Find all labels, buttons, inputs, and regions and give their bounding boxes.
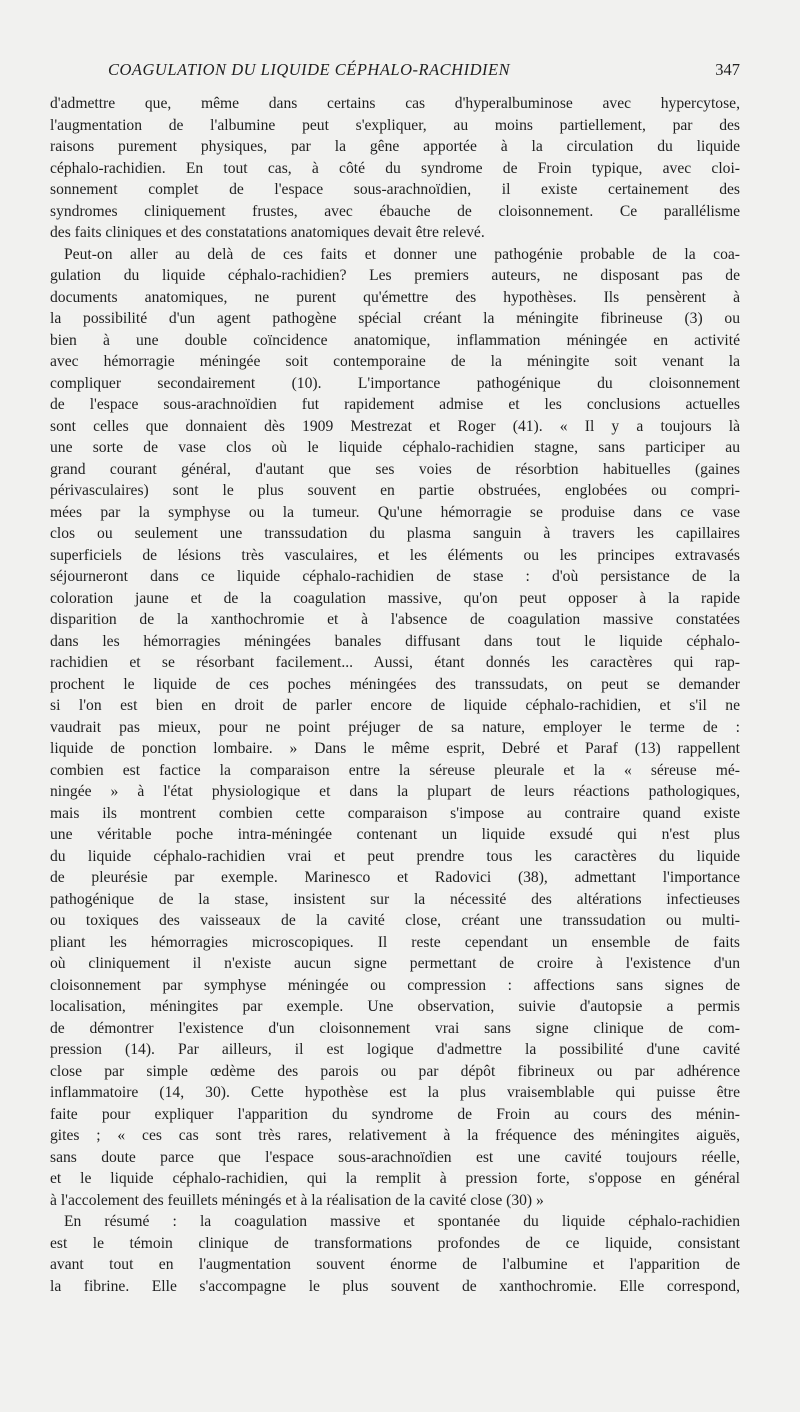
text-line: de pleurésie par exemple. Marinesco et Radovici (38), admettant l'importance <box>50 869 740 886</box>
text-line: disparition de la xanthochromie et à l'absence de coagulation massive constatées <box>50 611 740 628</box>
text-line: est le témoin clinique de transformations profondes de ce liquide, consistant <box>50 1234 740 1252</box>
text-line: sont celles que donnaient dès 1909 Mestrezat et Roger (41). « Il y a toujours là <box>50 417 740 435</box>
text-line: si l'on est bien en droit de parler encore de liquide céphalo-rachidien, et s'il ne <box>50 697 740 714</box>
text-line: mais ils montrent combien cette comparaison s'impose au contraire quand existe <box>50 804 740 822</box>
text-line: à l'accolement des feuillets méningés et à la réalisation de la cavité close (30) » <box>50 1191 544 1209</box>
text-line: combien est factice la comparaison entre la séreuse pleurale et la « séreuse mé- <box>50 761 740 779</box>
text-line: grand courant général, d'autant que ses voies de résorbtion habituelles (gaines <box>50 460 740 478</box>
text-line: prochent le liquide de ces poches méningées des transsudats, on peut se demander <box>50 675 740 693</box>
text-line: dans les hémorragies méningées banales diffusant dans tout le liquide céphalo- <box>50 632 740 650</box>
text-line: la fibrine. Elle s'accompagne le plus souvent de xanthochromie. Elle correspond, <box>50 1277 740 1295</box>
running-title: COAGULATION DU LIQUIDE CÉPHALO-RACHIDIEN <box>108 60 511 79</box>
text-line: syndromes cliniquement frustes, avec ébauche de cloisonnement. Ce parallélisme <box>50 202 740 220</box>
text-line: gites ; « ces cas sont très rares, relativement à la fréquence des méningites aiguës, <box>50 1127 740 1144</box>
text-line: une sorte de vase clos où le liquide céphalo-rachidien stagne, sans participer au <box>50 439 740 456</box>
text-line: bien à une double coïncidence anatomique, inflammation méningée en activité <box>50 331 740 349</box>
text-line: et le liquide céphalo-rachidien, qui la remplit à pression forte, s'oppose en général <box>50 1170 740 1187</box>
text-line: céphalo-rachidien. En tout cas, à côté du syndrome de Froin typique, avec cloi- <box>50 159 740 177</box>
text-line: la possibilité d'un agent pathogène spécial créant la méningite fibrineuse (3) ou <box>50 310 740 327</box>
text-line: pathogénique de la stase, insistent sur la nécessité des altérations infectieuses <box>50 890 740 908</box>
text-line: vaudrait pas mieux, pour ne point préjuger de sa nature, employer le terme de : <box>50 718 740 736</box>
text-line: superficiels de lésions très vasculaires, et les éléments ou les principes extravasés <box>50 546 740 564</box>
text-line: du liquide céphalo-rachidien vrai et peut prendre tous les caractères du liquide <box>50 847 740 865</box>
text-line: Peut-on aller au delà de ces faits et donner une pathogénie probable de la coa- <box>64 245 740 263</box>
page-number: 347 <box>715 60 740 79</box>
text-line: sans doute parce que l'espace sous-arachnoïdien est une cavité toujours réelle, <box>50 1148 740 1166</box>
text-line: avant tout en l'augmentation souvent énorme de l'albumine et l'apparition de <box>50 1256 740 1273</box>
text-line: avec hémorragie méningée soit contemporaine de la méningite soit venant la <box>50 353 740 370</box>
text-line: documents anatomiques, ne purent qu'émettre des hypothèses. Ils pensèrent à <box>50 288 740 306</box>
text-line: ou toxiques des vaisseaux de la cavité close, créant une transsudation ou multi- <box>50 912 740 929</box>
text-line: gulation du liquide céphalo-rachidien? Les premiers auteurs, ne disposant pas de <box>50 267 740 284</box>
text-line: pression (14). Par ailleurs, il est logique d'admettre la possibilité d'une cavité <box>50 1041 740 1058</box>
text-line: des faits cliniques et des constatations anatomiques devait être relevé. <box>50 224 485 241</box>
text-line: localisation, méningites par exemple. Une observation, suivie d'autopsie a permis <box>50 998 740 1015</box>
text-line: une véritable poche intra-méningée contenant un liquide exsudé qui n'est plus <box>50 826 740 843</box>
text-line: close par simple œdème des parois ou par dépôt fibrineux ou par adhérence <box>50 1062 740 1080</box>
text-line: inflammatoire (14, 30). Cette hypothèse est la plus vraisemblable qui puisse être <box>50 1084 740 1101</box>
page-header <box>40 60 740 84</box>
text-line: coloration jaune et de la coagulation massive, qu'on peut opposer à la rapide <box>50 589 740 607</box>
text-line: séjourneront dans ce liquide céphalo-rachidien de stase : d'où persistance de la <box>50 568 740 585</box>
text-line: En résumé : la coagulation massive et spontanée du liquide céphalo-rachidien <box>64 1213 740 1230</box>
text-line: ningée » à l'état physiologique et dans la plupart de leurs réactions pathologiques, <box>50 783 740 800</box>
text-line: clos ou seulement une transsudation du plasma sanguin à travers les capillaires <box>50 525 740 542</box>
text-line: liquide de ponction lombaire. » Dans le même esprit, Debré et Paraf (13) rappellent <box>50 740 740 757</box>
body-text <box>50 93 740 1297</box>
text-line: sonnement complet de l'espace sous-arachnoïdien, il existe certainement des <box>50 181 740 198</box>
text-line: de l'espace sous-arachnoïdien fut rapidement admise et les conclusions actuelles <box>50 396 740 413</box>
text-line: cloisonnement par symphyse méningée ou compression : affections sans signes de <box>50 976 740 994</box>
text-line: rachidien et se résorbant facilement... Aussi, étant donnés les caractères qui rap- <box>50 654 740 671</box>
text-line: d'admettre que, même dans certains cas d'hyperalbuminose avec hypercytose, <box>50 95 740 112</box>
text-line: l'augmentation de l'albumine peut s'expliquer, au moins partiellement, par des <box>50 116 740 134</box>
text-line: périvasculaires) sont le plus souvent en partie obstruées, englobées ou compri- <box>50 482 740 499</box>
text-line: raisons purement physiques, par la gêne apportée à la circulation du liquide <box>50 138 740 155</box>
text-line: pliant les hémorragies microscopiques. Il reste cependant un ensemble de faits <box>50 933 740 951</box>
text-line: de démontrer l'existence d'un cloisonnement vrai sans signe clinique de com- <box>50 1019 740 1037</box>
text-line: où cliniquement il n'existe aucun signe permettant de croire à l'existence d'un <box>50 955 740 972</box>
text-line: compliquer secondairement (10). L'importance pathogénique du cloisonnement <box>50 374 740 392</box>
text-line: faite pour expliquer l'apparition du syndrome de Froin au cours des ménin- <box>50 1105 740 1123</box>
text-line: mées par la symphyse ou la tumeur. Qu'une hémorragie se produise dans ce vase <box>50 503 740 521</box>
